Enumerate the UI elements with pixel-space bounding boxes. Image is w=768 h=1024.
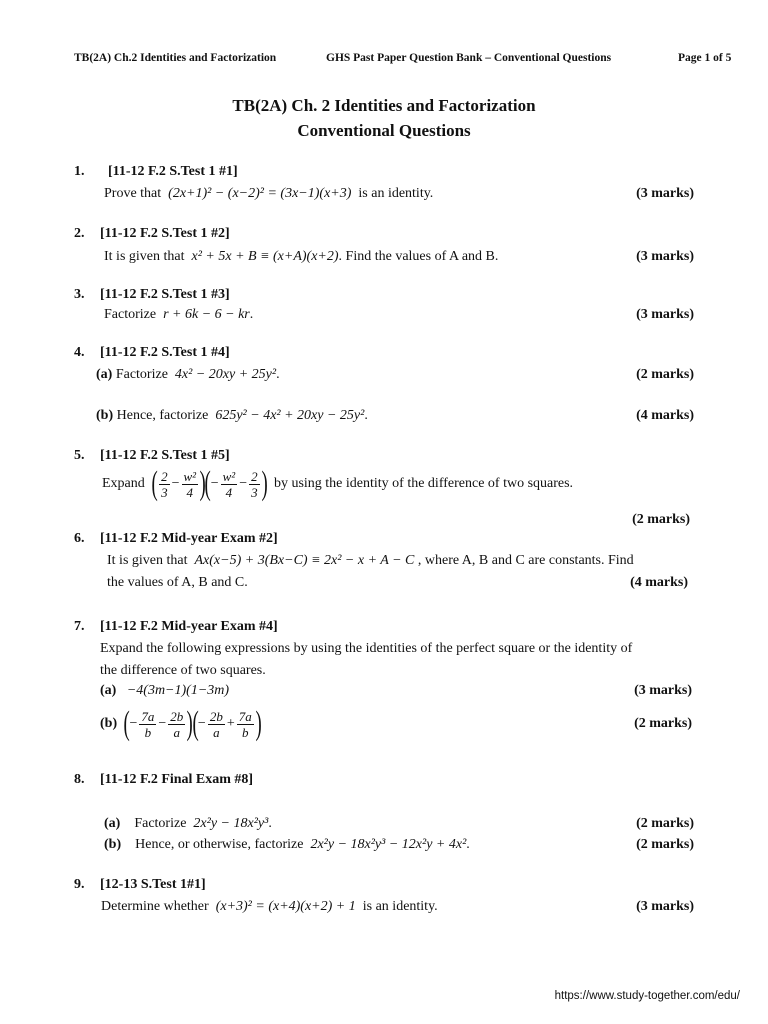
question-9-text: Determine whether (x+3)² = (x+4)(x+2) + 1 is an identity.	[101, 899, 438, 914]
question-7-number: 7.	[74, 619, 85, 634]
question-6-marks: (4 marks)	[630, 575, 688, 590]
header-page-number: Page 1 of 5	[678, 52, 732, 64]
question-4-source: [11-12 F.2 S.Test 1 #4]	[100, 345, 230, 360]
question-9-number: 9.	[74, 877, 85, 892]
question-4a-marks: (2 marks)	[636, 367, 694, 382]
question-7b-marks: (2 marks)	[634, 716, 692, 731]
question-8a-expression: 2x²y − 18x²y³	[193, 816, 269, 831]
question-2-marks: (3 marks)	[636, 249, 694, 264]
question-8-number: 8.	[74, 772, 85, 787]
question-8a-text: (a) Factorize 2x²y − 18x²y³.	[104, 816, 272, 831]
page-title: TB(2A) Ch. 2 Identities and Factorization	[232, 96, 536, 115]
question-8b-marks: (2 marks)	[636, 837, 694, 852]
fraction: $\frac{\text{w²}}{4}$	[222, 468, 236, 500]
question-4a-expression: 4x² − 20xy + 25y²	[174, 367, 277, 382]
question-2-text: It is given that x² + 5x + B ≡ (x+A)(x+2). Find the values of A and B.	[104, 249, 499, 264]
question-6-text-line1: It is given that Ax(x−5) + 3(Bx−C) ≡ 2x² − x + A − C , where A, B and C are constants. Find	[107, 553, 634, 568]
question-1-number: 1.	[74, 164, 85, 179]
question-4b-expression: 625y² − 4x² + 20xy − 25y²	[215, 408, 365, 423]
question-2-expression: x² + 5x + B ≡ (x+A)(x+2)	[191, 249, 339, 264]
question-5-number: 5.	[74, 448, 85, 463]
question-9-marks: (3 marks)	[636, 899, 694, 914]
fraction: $\frac{2b}{a}$	[209, 708, 223, 740]
question-8a-marks: (2 marks)	[636, 816, 694, 831]
question-3-source: [11-12 F.2 S.Test 1 #3]	[100, 287, 230, 302]
question-7a-text: (a) −4(3m−1)(1−3m)	[100, 683, 230, 698]
question-7a-marks: (3 marks)	[634, 683, 692, 698]
question-8-source: [11-12 F.2 Final Exam #8]	[100, 772, 254, 787]
question-7-text-line1: Expand the following expressions by using the identities of the perfect square or the identity of	[100, 641, 633, 656]
question-7a-expression: −4(3m−1)(1−3m)	[126, 683, 230, 698]
question-7-source: [11-12 F.2 Mid-year Exam #4]	[100, 619, 278, 634]
question-2-number: 2.	[74, 226, 85, 241]
question-5-text: Expand ( $\frac{2}{3}$ − $\frac{\text{w²}}{4}$ ) ( − $\frac{\text{w²}}{4}$ − $\frac{2}{3}$ ) by using the identity of the difference of two squares.	[102, 465, 574, 502]
question-1-marks: (3 marks)	[636, 186, 694, 201]
header-left: TB(2A) Ch.2 Identities and Factorization	[74, 52, 277, 64]
page-subtitle: Conventional Questions	[297, 121, 471, 140]
fraction: $\frac{2}{3}$	[251, 468, 258, 500]
question-6-source: [11-12 F.2 Mid-year Exam #2]	[100, 531, 278, 546]
fraction: $\frac{7a}{b}$	[141, 708, 155, 740]
question-3-text: Factorize r + 6k − 6 − kr.	[104, 307, 254, 322]
question-7b-text: (b) ( − $\frac{7a}{b}$ − $\frac{2b}{a}$ ) ( − $\frac{2b}{a}$ + $\frac{7a}{b}$ )	[100, 705, 262, 742]
question-9-expression: (x+3)² = (x+4)(x+2) + 1	[215, 899, 356, 914]
question-1-source: [11-12 F.2 S.Test 1 #1]	[108, 164, 238, 179]
question-6-expression: Ax(x−5) + 3(Bx−C) ≡ 2x² − x + A − C	[194, 553, 415, 568]
question-7-text-line2: the difference of two squares.	[100, 663, 266, 678]
question-6-text-line2: the values of A, B and C.	[107, 575, 248, 590]
question-4a-text: (a) Factorize 4x² − 20xy + 25y².	[96, 367, 280, 382]
question-4-number: 4.	[74, 345, 85, 360]
fraction: $\frac{7a}{b}$	[238, 708, 252, 740]
fraction: $\frac{\text{w²}}{4}$	[183, 468, 197, 500]
header-center: GHS Past Paper Question Bank – Conventional Questions	[326, 52, 612, 64]
fraction: $\frac{2b}{a}$	[170, 708, 184, 740]
question-1-expression: (2x+1)² − (x−2)² = (3x−1)(x+3)	[168, 186, 352, 201]
fraction: $\frac{2}{3}$	[161, 468, 168, 500]
question-4b-marks: (4 marks)	[636, 408, 694, 423]
question-3-expression: r + 6k − 6 − kr	[163, 307, 250, 322]
question-2-source: [11-12 F.2 S.Test 1 #2]	[100, 226, 230, 241]
question-5-source: [11-12 F.2 S.Test 1 #5]	[100, 448, 230, 463]
question-6-number: 6.	[74, 531, 85, 546]
question-3-marks: (3 marks)	[636, 307, 694, 322]
question-3-number: 3.	[74, 287, 85, 302]
question-5-marks: (2 marks)	[632, 512, 690, 527]
question-8b-text: (b) Hence, or otherwise, factorize 2x²y − 18x²y³ − 12x²y + 4x².	[104, 837, 470, 852]
question-4b-text: (b) Hence, factorize 625y² − 4x² + 20xy − 25y².	[96, 408, 368, 423]
question-8b-expression: 2x²y − 18x²y³ − 12x²y + 4x²	[310, 837, 467, 852]
question-9-source: [12-13 S.Test 1#1]	[100, 877, 206, 892]
footer-url[interactable]: https://www.study-together.com/edu/	[554, 990, 740, 1002]
question-1-text: Prove that (2x+1)² − (x−2)² = (3x−1)(x+3) is an identity.	[104, 186, 434, 201]
